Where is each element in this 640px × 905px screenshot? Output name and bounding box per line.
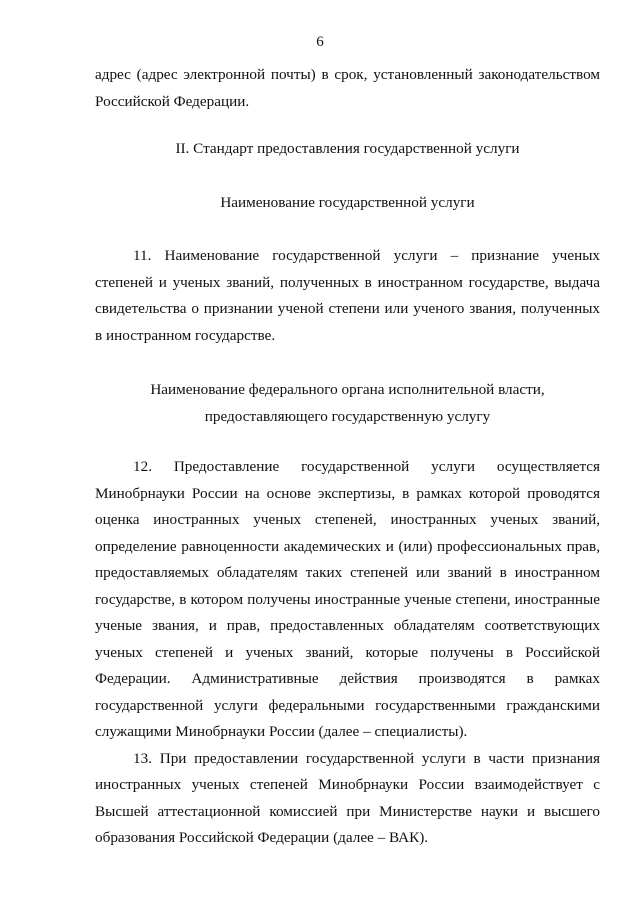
subheading-federal-body (95, 377, 600, 430)
page-number: 6 (316, 34, 324, 50)
subheading-federal-body-line1: Наименование федерального органа исполнительной власти, (150, 381, 545, 398)
subheading-federal-body-line2: предоставляющего государственную услугу (204, 407, 491, 425)
paragraph-13: 13. При предоставлении государственной услуги в части признания иностранных ученых степеней Минобрнауки России взаимодействует с Высшей аттестационной комиссией при Министерстве науки и высшего образования Российской Федерации (далее – ВАК). (95, 749, 600, 846)
continuation-paragraph: адрес (адрес электронной почты) в срок, установленный законодательством Российской Федерации. (95, 66, 600, 110)
subheading-service-name: Наименование государственной услуги (220, 193, 475, 211)
paragraph-12: 12. Предоставление государственной услуги осуществляется Минобрнауки России на основе экспертизы, в рамках которой проводятся оценка иностранных ученых степеней, иностранных ученых званий, определение равноценности академических и (или) профессиональных прав, предоставляемых обладателям таких степеней или званий в иностранном государстве, в котором получены иностранные ученые степени, иностранные ученые звания, и прав, предоставленных обладателям соответствующих ученых степеней и ученых званий, которые получены в Российской Федерации. Административные действия производятся в рамках государственной услуги федеральными государственными гражданскими служащими Минобрнауки России (далее – специалисты). (95, 458, 600, 740)
section-heading: II. Стандарт предоставления государственной услуги (175, 140, 520, 157)
document-body (95, 62, 600, 852)
paragraph-11: 11. Наименование государственной услуги – признание ученых степеней и ученых званий, полученных в иностранном государстве, выдача свидетельства о признании ученой степени или ученого звания, полученных в иностранном государстве. (95, 247, 600, 344)
